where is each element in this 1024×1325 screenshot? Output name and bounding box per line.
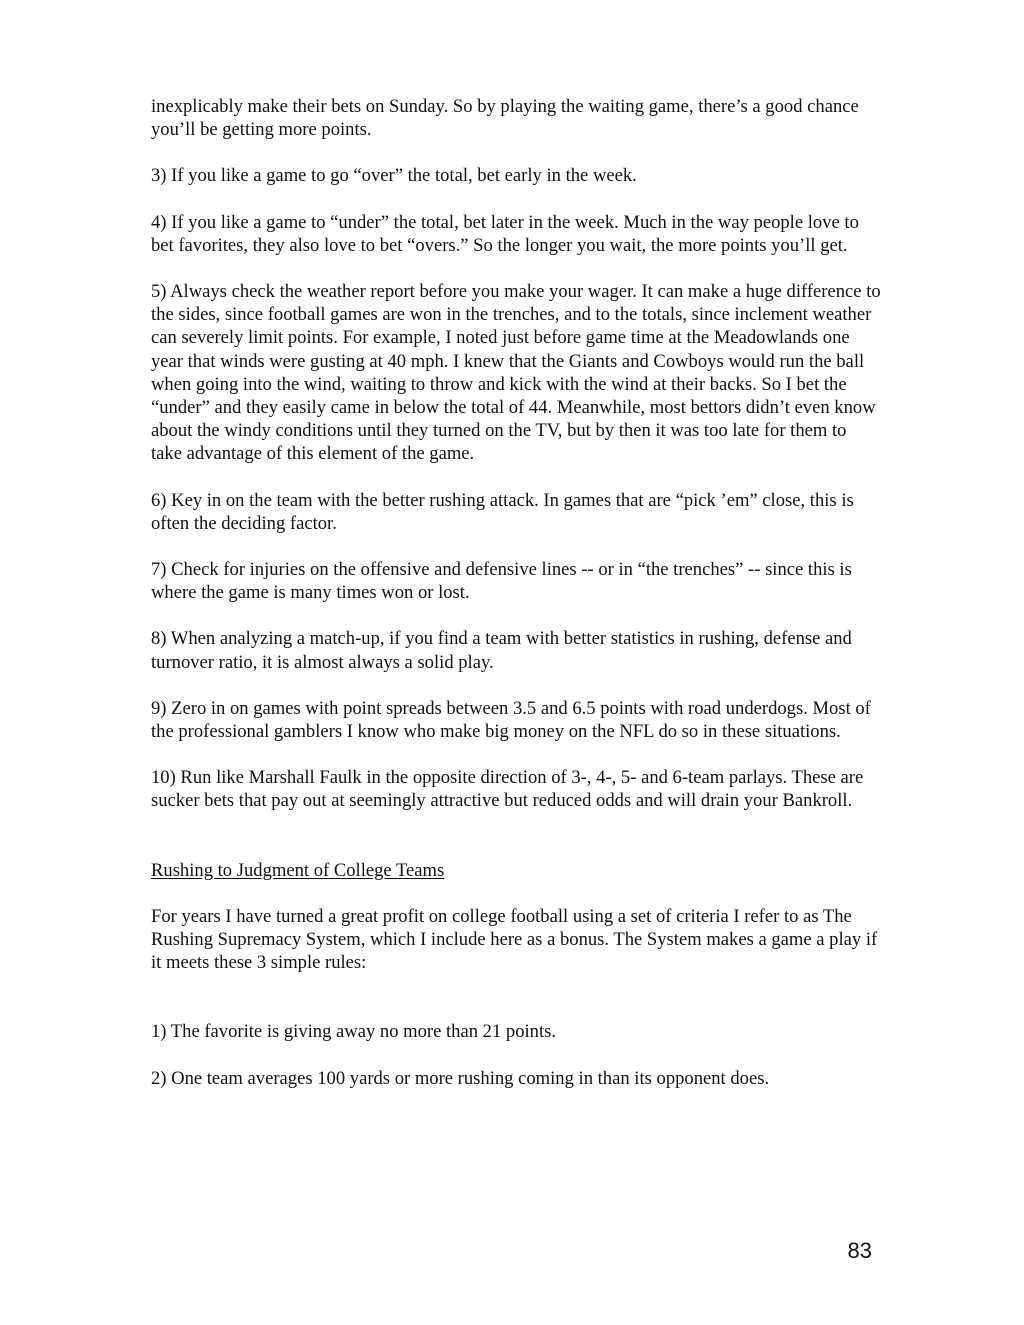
section-intro: For years I have turned a great profit on college football using a set of criteria I refer to as The Rushing Supremacy System, which I include here as a bonus. The System makes a game a play if it meets these 3 simple rules:	[151, 905, 878, 974]
tip-8: 8) When analyzing a match-up, if you find a team with better statistics in rushing, defense and turnover ratio, it is almost always a solid play.	[151, 628, 852, 673]
rule-1: 1) The favorite is giving away no more than 21 points.	[151, 1021, 557, 1043]
document-body	[151, 95, 881, 1090]
tip-9: 9) Zero in on games with point spreads between 3.5 and 6.5 points with road underdogs. Most of the professional gamblers I know who make big money on the NFL do so in these situations.	[151, 697, 871, 743]
tip-7: 7) Check for injuries on the offensive and defensive lines -- or in “the trenches” -- since this is where the game is many times won or lost.	[151, 559, 852, 604]
section-heading: Rushing to Judgment of College Teams	[151, 859, 445, 881]
tip-4: 4) If you like a game to “under” the total, bet later in the week. Much in the way people love to bet favorites, they also love to bet “overs.” So the longer you wait, the more points you’ll get.	[151, 211, 859, 256]
tip-5: 5) Always check the weather report before you make your wager. It can make a huge difference to the sides, since football games are won in the trenches, and to the totals, since inclement weather can severely limit points. For example, I noted just before game time at the Meadowlands one year that winds were gusting at 40 mph. I knew that the Giants and Cowboys would run the ball when going into the wind, waiting to throw and kick with the wind at their backs. So I bet the “under” and they easily came in below the total of 44. Meanwhile, most bettors didn’t even know about the windy conditions until they turned on the TV, but by then it was too late for them to take advantage of this element of the game.	[151, 281, 881, 465]
paragraph-continuation: inexplicably make their bets on Sunday. So by playing the waiting game, there’s a good chance you’ll be getting more points.	[151, 96, 859, 141]
tip-3: 3) If you like a game to go “over” the total, bet early in the week.	[151, 165, 637, 187]
tip-10: 10) Run like Marshall Faulk in the opposite direction of 3-, 4-, 5- and 6-team parlays. These are sucker bets that pay out at seemingly attractive but reduced odds and will drain your Bankroll.	[151, 767, 864, 812]
rule-2: 2) One team averages 100 yards or more rushing coming in than its opponent does.	[151, 1067, 770, 1089]
page-number: 83	[847, 1238, 872, 1263]
tip-6: 6) Key in on the team with the better rushing attack. In games that are “pick ’em” close, this is often the deciding factor.	[151, 489, 854, 534]
